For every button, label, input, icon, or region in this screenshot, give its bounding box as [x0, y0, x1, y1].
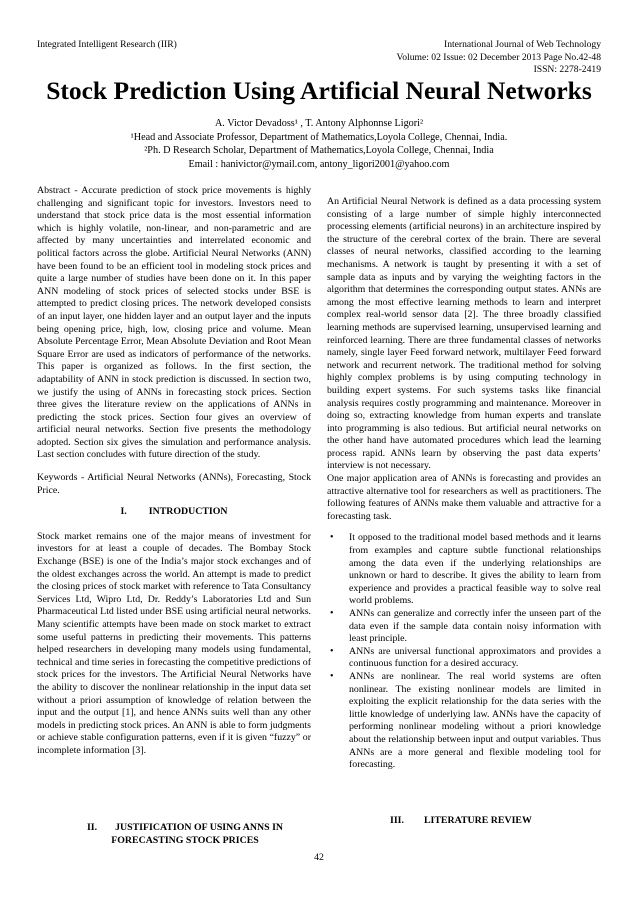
section-number: I. [120, 506, 127, 518]
journal-info [341, 39, 601, 77]
list-item: • ANNs are universal functional approximators and provides a continuous function for a desired accuracy. [330, 645, 601, 670]
page-number: 42 [314, 852, 324, 863]
section-title: JUSTIFICATION OF USING ANNS IN FORECASTING STOCK PRICES [111, 822, 284, 846]
section-number: II. [86, 822, 98, 833]
bullet-icon: • [330, 645, 334, 657]
introduction-paragraph: Stock market remains one of the major means of investment for investors for at least a couple of decades. The Bombay Stock Exchange (BSE) is one of the India’s major stock exchanges and of the oldest exchanges across the world. An attempt is made to predict the closing prices of stock market with reference to Tata Consultancy Services Ltd, Wipro Ltd, Dr. Reddy’s Laboratories Ltd and Sun Pharmaceutical Ltd listed under BSE using artificial neural networks. Many scientific attempts have been made on stock market to extract some useful patterns in predicting their movements. This patterns helped researchers in developing many models using fundamental, technical and time series in forecasting the competitive predictions of stock prices for the investors. The Artificial Neural Networks have the ability to discover the nonlinear relationship in the input data set without a priori assumption of knowledge of relation between the input and the output [1], and hence ANNs suits well than any other models in predicting stock prices. An ANN is able to form judgments or achieve stable configuration patterns, even if it is given “fuzzy” or incomplete information [3]. [37, 530, 311, 756]
author-names: A. Victor Devadoss¹ , T. Antony Alphonnse Ligori² [214, 118, 424, 129]
abstract-paragraph: Abstract - Accurate prediction of stock price movements is highly challenging and significant topic for investors. Investors need to understand that stock price data is the most essential information which is highly volatile, non-linear, and non-parametric and are affected by many uncertainties and interrelated economic and political factors across the globe. Artificial Neural Networks (ANN) have been found to be an efficient tool in modeling stock prices and quite a large number of studies have been done on it. In this paper ANN modeling of stock prices of selected stocks under BSE is attempted to predict closing prices. The network developed consists of an input layer, one hidden layer and an output layer and the inputs being opening price, high, low, closing price and volume. Mean Absolute Percentage Error, Mean Absolute Deviation and Root Mean Square Error are used as indicators of performance of the networks. This paper is organized as follows. In the first section, the adaptability of ANN in stock prediction is discussed. In section two, we justify the using of ANNs in forecasting stock prices. Section three gives the literature review on the applications of ANNs in predicting the stock prices. Section four gives an overview of artificial neural networks. Section five presents the methodology adopted. Section six gives the simulation and performance analysis. Last section concludes with future direction of the study. [37, 185, 311, 461]
ann-features-list [327, 532, 601, 771]
author-block [0, 117, 638, 171]
left-column [37, 185, 311, 758]
journal-issn: ISSN: 2278-2419 [533, 64, 601, 75]
bullet-icon: • [330, 670, 334, 682]
section-heading-literature-review [390, 815, 532, 826]
right-column [327, 196, 601, 772]
list-item: • It opposed to the traditional model based methods and it learns from examples and capture subtle functional relationships among the data even if the underlying relationships are unknown or hard to describe. It gives the ability to learn from experience and provides a practical feasible way to solve real world problems. [330, 532, 601, 607]
section-title: INTRODUCTION [148, 506, 228, 518]
section-number: III. [390, 815, 404, 826]
journal-publisher: Integrated Intelligent Research (IIR) [37, 39, 177, 50]
author-affiliation-2: ²Ph. D Research Scholar, Department of Mathematics,Loyola College, Chennai, India [144, 145, 494, 156]
bullet-icon: • [330, 608, 334, 619]
section-heading-justification [75, 822, 295, 847]
keywords-paragraph: Keywords - Artificial Neural Networks (ANNs), Forecasting, Stock Price. [37, 472, 311, 496]
author-email: Email : hanivictor@ymail.com, antony_ligori2001@yahoo.com [188, 158, 450, 170]
list-item: • ANNs can generalize and correctly infer the unseen part of the data even if the sample data contain noisy information with least principle. [330, 608, 601, 645]
author-affiliation-1: ¹Head and Associate Professor, Department of Mathematics,Loyola College, Chennai, India. [130, 131, 508, 143]
section-title: LITERATURE REVIEW [423, 815, 532, 826]
section-heading-introduction [37, 506, 311, 519]
list-item: • ANNs are nonlinear. The real world systems are often nonlinear. The existing nonlinear models are limited in exploiting the explicit relationship for the data series with the little knowledge of underlying law. ANNs have the capacity of performing nonlinear modeling without a priori knowledge about the relationship between input and output variables. Thus ANNs are a more general and flexible modeling tool for forecasting. [330, 670, 601, 771]
journal-name: International Journal of Web Technology [444, 39, 601, 50]
paper-title: Stock Prediction Using Artificial Neural Networks [46, 76, 592, 105]
ann-definition-paragraph: An Artificial Neural Network is defined as a data processing system consisting of a large number of simple highly interconnected processing elements (artificial neurons) in an architecture inspired by the structure of the cerebral cortex of the brain. There are several classes of neural networks, classified according to the learning mechanisms. A network is taught by presenting it with a set of sample data as inputs and by varying the weighting factors in the algorithm that determines the corresponding output states. ANNs are among the most effective learning methods to learn and interpret complex real-world sensor data [2]. The three broadly classified learning methods are supervised learning, unsupervised learning and reinforced learning. There are three fundamental classes of networks namely, single layer Feed forward network, multilayer Feed forward network and recurrent network. The traditional method for solving highly complex problems is by using computing technology in building expert systems. For such systems tasks like financial analysis requires costly programming and maintenance. Moreover in doing so, extracting knowledge from human experts and translate into programming is also tedious. But artificial neural networks on the other hand have automated procedures which lead the learning process rapid. ANNs learn by observing the past data experts’ interview is not necessary. [327, 196, 601, 472]
bullet-icon: • [330, 532, 334, 544]
journal-volume: Volume: 02 Issue: 02 December 2013 Page No.42-48 [396, 51, 601, 63]
forecasting-paragraph: One major application area of ANNs is forecasting and provides an attractive alternative tool for researchers as well as practitioners. The following features of ANNs make them valuable and attractive for a forecasting task. [327, 473, 601, 522]
